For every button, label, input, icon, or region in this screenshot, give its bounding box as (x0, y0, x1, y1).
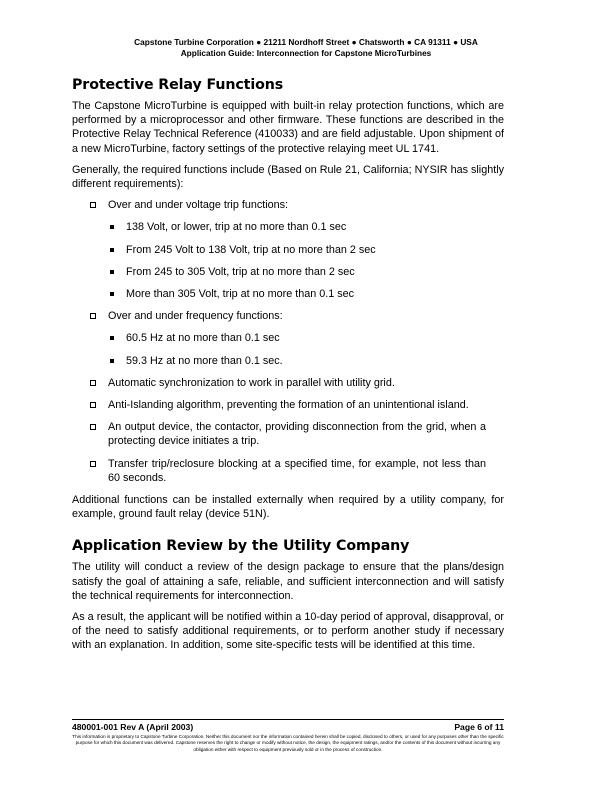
list-item: Transfer trip/reclosure blocking at a specified time, for example, not less than 60 seconds. (72, 457, 504, 485)
proprietary-disclaimer: This information is proprietary to Capstone Turbine Corporation. Neither this document nor the information contained herein shall be copied, disclosed to others, or used for any purposes other than the specific purpose for which this document was delivered. Capstone reserves the right to change or modify without notice, the design, the equipment ratings, and/or the contents of this document without incurring any obligation either with respect to equipment previously sold or in the process of construction. (72, 734, 504, 752)
sub-list-item: From 245 to 305 Volt, trip at no more than 2 sec (108, 265, 486, 279)
checkbox-bullet-icon (90, 424, 96, 430)
header-guide-title: Application Guide: Interconnection for Capstone MicroTurbines (180, 48, 432, 58)
paragraph: As a result, the applicant will be notified within a 10-day period of approval, disapproval, or of the need to satisfy additional requirements, or to perform another study if necessary with an explanation. In addition, some site-specific tests will be identified at this time. (72, 611, 504, 652)
list-item: Automatic synchronization to work in parallel with utility grid. (72, 376, 504, 390)
square-bullet-icon (110, 336, 114, 340)
section-heading-application-review: Application Review by the Utility Company (72, 538, 410, 555)
sub-list-item: 59.3 Hz at no more than 0.1 sec. (108, 354, 486, 368)
sub-list-item: More than 305 Volt, trip at no more than 0.1 sec (108, 287, 486, 301)
checkbox-bullet-icon (90, 202, 96, 208)
sub-list-item: From 245 Volt to 138 Volt, trip at no more than 2 sec (108, 243, 486, 257)
sub-list-item: 60.5 Hz at no more than 0.1 sec (108, 331, 486, 345)
document-body (72, 76, 504, 660)
sub-list (108, 331, 486, 367)
required-functions-list (72, 198, 504, 485)
header-address: Capstone Turbine Corporation ● 21211 Nordhoff Street ● Chatsworth ● CA 91311 ● USA (134, 37, 478, 47)
square-bullet-icon (110, 359, 114, 363)
checkbox-bullet-icon (90, 380, 96, 386)
sub-list-item: 138 Volt, or lower, trip at no more than 0.1 sec (108, 220, 486, 234)
list-item: Anti-Islanding algorithm, preventing the formation of an unintentional island. (72, 398, 504, 412)
section-heading-protective-relay: Protective Relay Functions (72, 77, 284, 93)
square-bullet-icon (110, 292, 114, 296)
footer-divider (72, 719, 504, 720)
list-item: Over and under frequency functions: 60.5 Hz at no more than 0.1 sec 59.3 Hz at no more than 0.1 sec. (72, 309, 504, 368)
document-id: 480001-001 Rev A (April 2003) (72, 722, 194, 732)
list-item: Over and under voltage trip functions: 138 Volt, or lower, trip at no more than 0.1 sec From 245 Volt to 138 Volt, trip at no more than 2 sec From 245 to 305 Volt, trip at no more than 2 sec More than 305 Volt, trip at no more than 0.1 sec (72, 198, 504, 301)
square-bullet-icon (110, 270, 114, 274)
page-header (0, 37, 612, 59)
list-item: An output device, the contactor, providing disconnection from the grid, when a protecting device initiates a trip. (72, 420, 504, 448)
checkbox-bullet-icon (90, 402, 96, 408)
square-bullet-icon (110, 248, 114, 252)
paragraph: The utility will conduct a review of the design package to ensure that the plans/design satisfy the goal of attaining a safe, reliable, and sufficient interconnection and will satisfy the technical requirements for interconnection. (72, 561, 504, 602)
paragraph: Generally, the required functions include (Based on Rule 21, California; NYSIR has slightly different requirements): (72, 163, 504, 191)
paragraph: Additional functions can be installed externally when required by a utility company, for example, ground fault relay (device 51N). (72, 494, 504, 521)
checkbox-bullet-icon (90, 313, 96, 319)
checkbox-bullet-icon (90, 461, 96, 467)
paragraph: The Capstone MicroTurbine is equipped with built-in relay protection functions, which are performed by a microprocessor and other firmware. These functions are described in the Protective Relay Technical Reference (410033) and are field adjustable. Upon shipment of a new MicroTurbine, factory settings of the protective relaying meet UL 1741. (72, 100, 504, 155)
page-number: Page 6 of 11 (454, 722, 504, 732)
sub-list (108, 220, 486, 301)
square-bullet-icon (110, 225, 114, 229)
